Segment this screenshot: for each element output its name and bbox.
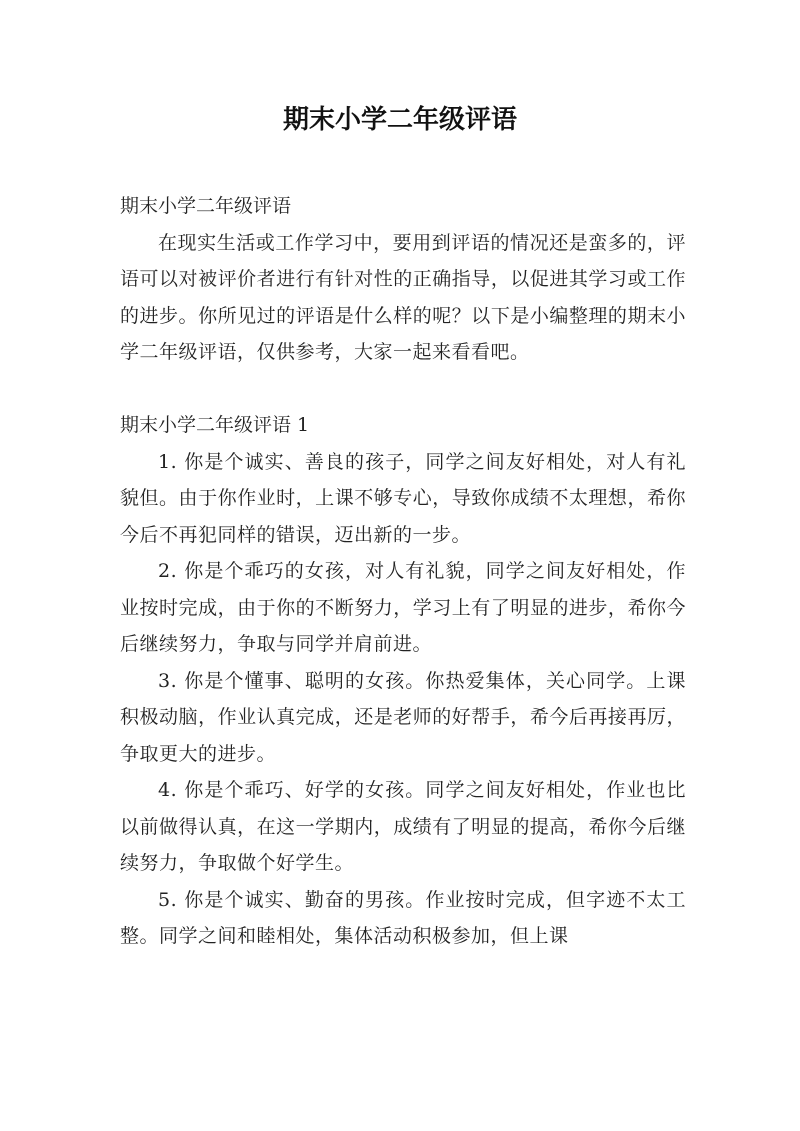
comment-item-2: 2. 你是个乖巧的女孩，对人有礼貌，同学之间友好相处，作业按时完成，由于你的不断努力，学习上有了明显的进步，希你今后继续努力，争取与同学并肩前进。 [120,560,686,655]
comment-item-1: 1. 你是个诚实、善良的孩子，同学之间友好相处，对人有礼貌但。由于你作业时，上课不够专心，导致你成绩不太理想，希你今后不再犯同样的错误，迈出新的一步。 [120,450,686,546]
comment-item-3: 3. 你是个懂事、聪明的女孩。你热爱集体，关心同学。上课积极动脑，作业认真完成，还是老师的好帮手，希今后再接再厉，争取更大的进步。 [120,669,686,765]
intro-paragraph: 在现实生活或工作学习中，要用到评语的情况还是蛮多的，评语可以对被评价者进行有针对性的正确指导，以促进其学习或工作的进步。你所见过的评语是什么样的呢？以下是小编整理的期末小学二年级评语，仅供参考，大家一起来看看吧。 [120,231,686,363]
paragraph-spacer [120,371,686,408]
document-title: 期末小学二年级评语 [282,105,517,135]
comment-item-5: 5. 你是个诚实、勤奋的男孩。作业按时完成，但字迹不太工整。同学之间和睦相处，集体活动积极参加，但上课 [120,888,686,947]
intro-heading: 期末小学二年级评语 [120,195,292,217]
section-heading: 期末小学二年级评语 1 [120,414,310,436]
document-body [120,188,686,955]
comment-item-4: 4. 你是个乖巧、好学的女孩。同学之间友好相处，作业也比以前做得认真，在这一学期内，成绩有了明显的提高，希你今后继续努力，争取做个好学生。 [120,779,686,874]
